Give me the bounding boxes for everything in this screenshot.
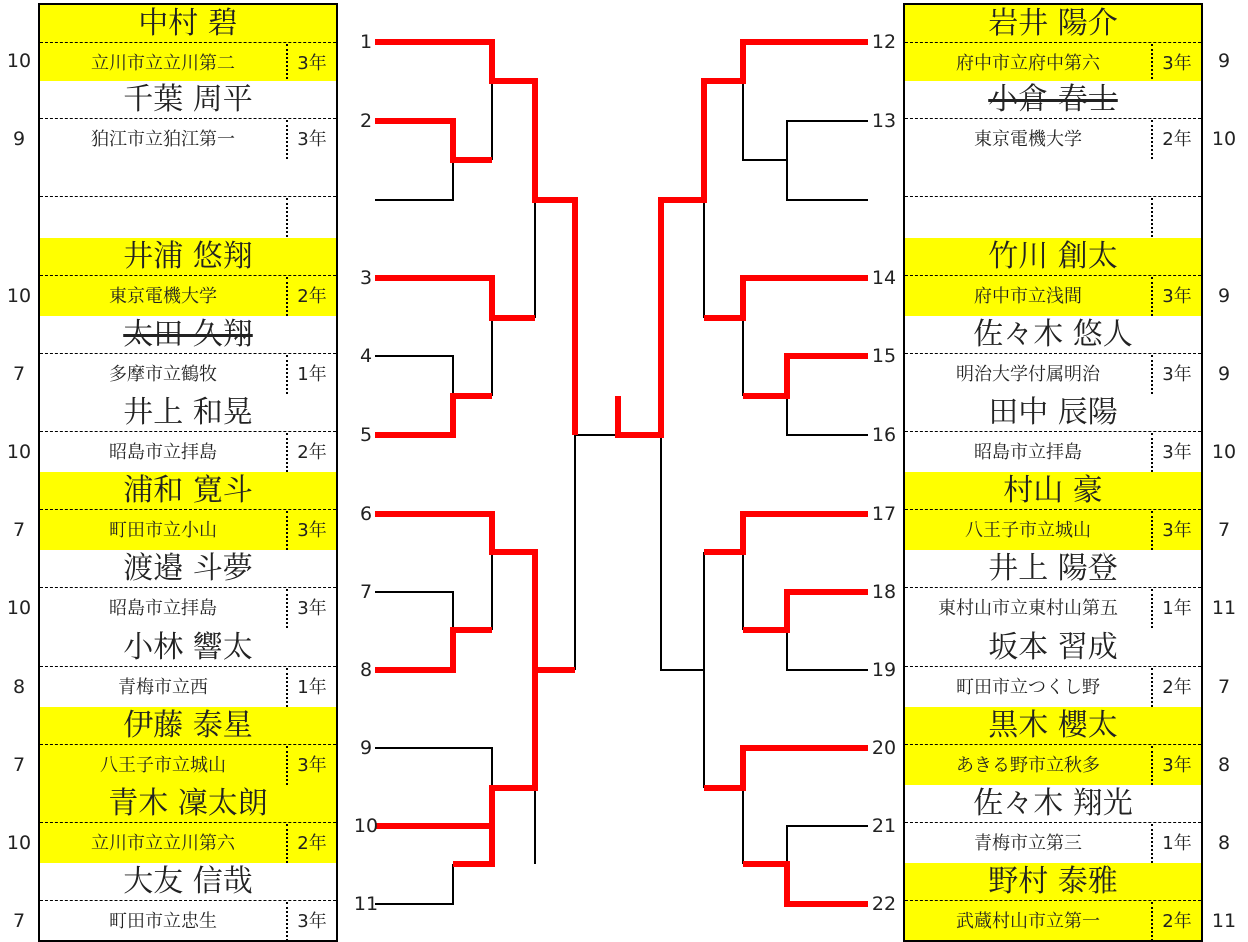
- player-grade: 3年: [286, 589, 336, 628]
- seed-number: 7: [12, 910, 26, 933]
- player-name: 浦和 寛斗: [40, 472, 336, 510]
- seed-number: 7: [12, 362, 26, 385]
- player-slot-left[interactable]: [38, 81, 338, 160]
- player-school: 立川市立立川第六: [91, 833, 235, 854]
- player-school: 東京電機大学: [974, 129, 1082, 151]
- win-left-10b: [492, 670, 535, 864]
- draw-number-right: 21: [871, 815, 897, 837]
- win-left-10: [375, 826, 492, 864]
- win-left-2: [375, 121, 492, 160]
- player-school: 町田市立つくし野: [956, 676, 1100, 698]
- player-slot-left[interactable]: [38, 3, 338, 82]
- win-right-14: [704, 278, 868, 318]
- player-slot-left[interactable]: [38, 394, 338, 473]
- win-left-8: [375, 630, 492, 670]
- player-slot-left[interactable]: [38, 707, 338, 786]
- draw-number-left: 2: [359, 110, 373, 132]
- player-slot-left[interactable]: [38, 316, 338, 395]
- player-school: [905, 198, 1151, 237]
- player-slot-right[interactable]: [903, 3, 1203, 82]
- bracket-winner-lines: [375, 42, 868, 904]
- player-grade: 3年: [1151, 433, 1201, 472]
- player-name: 村山 豪: [905, 472, 1201, 510]
- player-name: 小倉 春士: [905, 81, 1201, 119]
- player-name: 大友 信哉: [40, 863, 336, 901]
- player-name: [40, 159, 336, 197]
- draw-number-left: 3: [359, 267, 373, 289]
- win-right-22: [743, 864, 868, 904]
- win-left-1: [375, 42, 575, 435]
- draw-number-right: 17: [871, 503, 897, 525]
- player-grade: [286, 198, 336, 237]
- player-slot-left[interactable]: [38, 863, 338, 942]
- win-left-3: [375, 278, 535, 318]
- player-name: 中村 碧: [40, 5, 336, 43]
- player-slot-right[interactable]: [903, 394, 1203, 473]
- draw-number-left: 1: [359, 31, 373, 53]
- seed-number: 7: [12, 519, 26, 542]
- player-school: 昭島市立拝島: [109, 598, 217, 620]
- draw-number-left: 6: [359, 503, 373, 525]
- draw-number-right: 19: [871, 659, 897, 681]
- player-name: 黒木 櫻太: [905, 707, 1201, 745]
- player-grade: 3年: [286, 746, 336, 785]
- seed-number: 10: [6, 597, 32, 620]
- player-grade: 1年: [1151, 824, 1201, 863]
- seed-number: 10: [6, 50, 32, 72]
- player-school: 八王子市立城山: [100, 754, 226, 776]
- player-school: 東村山市立東村山第五: [938, 598, 1118, 620]
- draw-number-right: 13: [871, 110, 897, 132]
- draw-number-right: 20: [871, 737, 897, 759]
- player-slot-right[interactable]: [903, 629, 1203, 708]
- player-slot-left[interactable]: [38, 159, 338, 238]
- player-grade: 2年: [1151, 668, 1201, 707]
- player-school: 東京電機大学: [109, 285, 217, 307]
- player-slot-right[interactable]: [903, 316, 1203, 395]
- player-grade: 3年: [1151, 44, 1201, 83]
- seed-number: 8: [1217, 832, 1231, 854]
- seed-number: 10: [6, 441, 32, 463]
- draw-number-left: 8: [359, 659, 373, 681]
- player-school: 武蔵村山市立第一: [956, 911, 1100, 933]
- seed-number: 7: [12, 753, 26, 776]
- player-name: [905, 159, 1201, 197]
- line-right-r2-a: [743, 81, 787, 160]
- player-grade: 3年: [286, 511, 336, 550]
- draw-number-left: 9: [359, 737, 373, 759]
- player-grade: 3年: [1151, 511, 1201, 550]
- seed-number: 8: [12, 675, 26, 698]
- player-grade: 1年: [286, 355, 336, 394]
- seed-number: 7: [1217, 519, 1231, 542]
- player-grade: [1151, 198, 1201, 237]
- player-grade: 3年: [1151, 355, 1201, 394]
- line-left-11: [375, 864, 453, 904]
- player-grade: 3年: [1151, 746, 1201, 785]
- line-left-7: [375, 592, 453, 630]
- player-school: [40, 198, 286, 237]
- player-grade: 1年: [286, 668, 336, 707]
- player-slot-left[interactable]: [38, 472, 338, 551]
- player-grade: 3年: [1151, 277, 1201, 316]
- player-slot-left[interactable]: [38, 629, 338, 708]
- player-name: 伊藤 泰星: [40, 707, 336, 745]
- player-grade: 2年: [286, 824, 336, 863]
- player-name: 青木 凜太朗: [40, 785, 336, 823]
- player-name: 坂本 習成: [905, 629, 1201, 667]
- player-school: 狛江市立狛江第一: [91, 129, 235, 151]
- player-grade: 2年: [1151, 120, 1201, 159]
- player-school: 多摩市立鶴牧: [109, 363, 217, 385]
- player-name: 野村 泰雅: [905, 863, 1201, 901]
- line-right-19: [787, 630, 868, 670]
- draw-number-right: 22: [871, 893, 897, 915]
- draw-number-right: 14: [871, 267, 897, 289]
- player-slot-right[interactable]: [903, 472, 1203, 551]
- draw-number-left: 10: [353, 815, 379, 837]
- win-right-20: [704, 748, 868, 788]
- player-slot-right[interactable]: [903, 707, 1203, 786]
- player-slot-right[interactable]: [903, 863, 1203, 942]
- seed-number: 9: [1217, 50, 1231, 72]
- line-left-bye: [375, 160, 453, 200]
- player-name: 井上 和晃: [40, 394, 336, 432]
- seed-number: 10: [6, 284, 32, 307]
- draw-number-left: 7: [359, 581, 373, 603]
- player-school: 青梅市立第三: [974, 833, 1082, 854]
- player-grade: 3年: [286, 902, 336, 941]
- player-name: 岩井 陽介: [905, 5, 1201, 43]
- draw-number-right: 15: [871, 345, 897, 367]
- seed-number: 9: [1217, 284, 1231, 307]
- draw-number-left: 4: [359, 345, 373, 367]
- player-name: 佐々木 翔光: [905, 785, 1201, 823]
- player-school: 府中市立府中第六: [956, 53, 1100, 74]
- player-grade: 2年: [286, 433, 336, 472]
- line-left-9: [375, 748, 492, 788]
- seed-number: [2, 198, 36, 237]
- seed-number: 11: [1211, 910, 1237, 933]
- player-slot-right[interactable]: [903, 159, 1203, 238]
- player-grade: 1年: [1151, 589, 1201, 628]
- seed-number: [1207, 198, 1241, 237]
- player-school: 昭島市立拝島: [109, 442, 217, 463]
- bracket-normal-lines: [375, 81, 868, 904]
- player-school: あきる野市立秋多: [956, 754, 1100, 776]
- player-name: 井浦 悠翔: [40, 238, 336, 276]
- player-school: 明治大学付属明治: [956, 363, 1100, 385]
- seed-number: 10: [6, 832, 32, 854]
- player-slot-right[interactable]: [903, 81, 1203, 160]
- player-grade: 3年: [286, 120, 336, 159]
- player-slot-right[interactable]: [903, 785, 1203, 864]
- line-right-21: [787, 826, 868, 864]
- draw-number-right: 16: [871, 424, 897, 446]
- player-name: 佐々木 悠人: [905, 316, 1201, 354]
- player-slot-left[interactable]: [38, 550, 338, 629]
- player-school: 八王子市立城山: [965, 520, 1091, 542]
- player-school: 町田市立小山: [109, 520, 217, 542]
- player-grade: 2年: [286, 277, 336, 316]
- player-school: 立川市立立川第二: [91, 53, 235, 74]
- player-name: 千葉 周平: [40, 81, 336, 119]
- seed-number: 9: [12, 128, 26, 151]
- player-school: 町田市立忠生: [109, 911, 217, 933]
- player-school: 昭島市立拝島: [974, 442, 1082, 463]
- seed-number: 10: [1211, 128, 1237, 151]
- player-school: 府中市立浅間: [974, 285, 1082, 307]
- seed-number: 10: [1211, 441, 1237, 463]
- seed-number: 7: [1217, 675, 1231, 698]
- player-grade: 2年: [1151, 902, 1201, 941]
- player-name: 渡邉 斗夢: [40, 550, 336, 588]
- seed-number: 11: [1211, 597, 1237, 620]
- player-grade: 3年: [286, 44, 336, 83]
- seed-number: 9: [1217, 362, 1231, 385]
- player-name: 太田 久翔: [40, 316, 336, 354]
- win-right-15: [743, 356, 868, 396]
- seed-number: 8: [1217, 753, 1231, 776]
- draw-number-left: 5: [359, 424, 373, 446]
- draw-number-right: 12: [871, 31, 897, 53]
- player-name: 竹川 創太: [905, 238, 1201, 276]
- player-slot-right[interactable]: [903, 238, 1203, 317]
- player-slot-left[interactable]: [38, 785, 338, 864]
- player-name: 田中 辰陽: [905, 394, 1201, 432]
- draw-number-right: 18: [871, 581, 897, 603]
- player-name: 井上 陽登: [905, 550, 1201, 588]
- line-right-sf: [661, 435, 704, 670]
- draw-number-left: 11: [353, 893, 379, 915]
- line-left-4: [375, 356, 453, 396]
- player-slot-left[interactable]: [38, 238, 338, 317]
- player-school: 青梅市立西: [118, 676, 208, 698]
- line-right-16: [787, 396, 868, 435]
- line-right-13: [787, 121, 868, 200]
- player-slot-right[interactable]: [903, 550, 1203, 629]
- win-right-18: [743, 592, 868, 630]
- win-left-5: [375, 396, 492, 435]
- player-name: 小林 響太: [40, 629, 336, 667]
- win-right-17: [704, 514, 868, 552]
